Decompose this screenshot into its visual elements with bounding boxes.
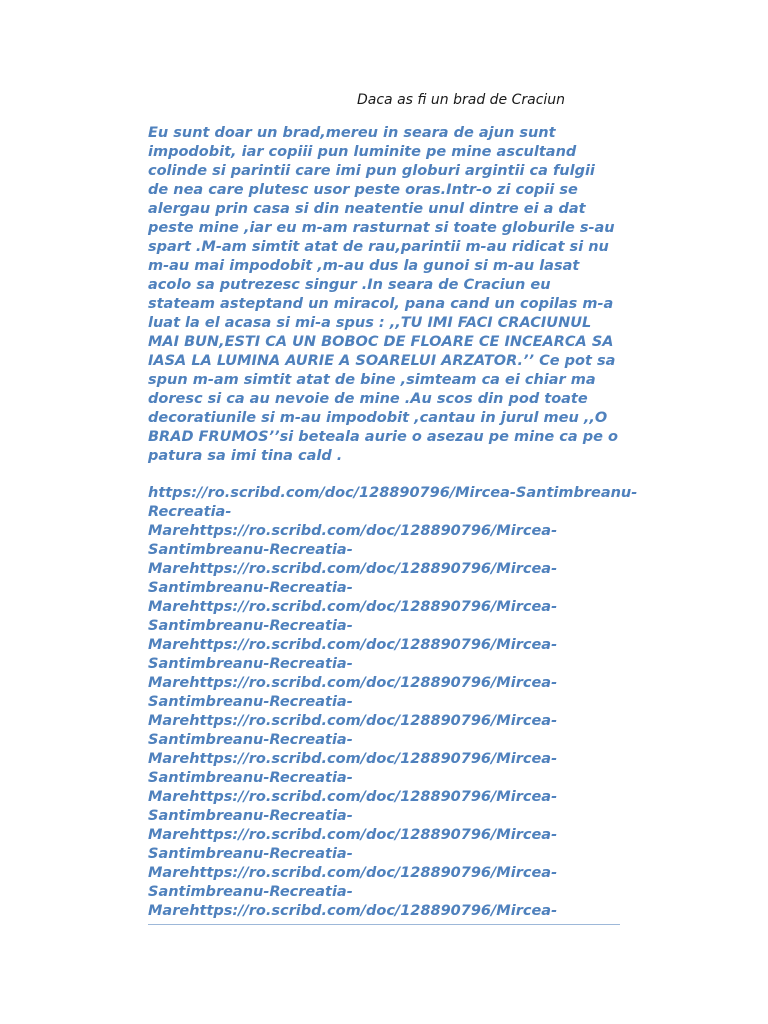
link-text[interactable]: Santimbreanu-Recreatia- [148, 694, 353, 710]
link-text[interactable]: Marehttps://ro.scribd.com/doc/128890796/Mircea- [148, 751, 558, 767]
link-text[interactable]: Marehttps://ro.scribd.com/doc/128890796/Mircea- [148, 713, 558, 729]
link-text[interactable]: Marehttps://ro.scribd.com/doc/128890796/Mircea- [148, 865, 558, 881]
link-text[interactable]: Recreatia- [148, 504, 232, 520]
document-title: Daca as fi un brad de Craciun [357, 92, 566, 108]
link-text[interactable]: Marehttps://ro.scribd.com/doc/128890796/Mircea- [148, 561, 558, 577]
link-text[interactable]: Marehttps://ro.scribd.com/doc/128890796/Mircea- [148, 599, 558, 615]
link-text[interactable]: Santimbreanu-Recreatia- [148, 580, 353, 596]
link-text[interactable]: Santimbreanu-Recreatia- [148, 732, 353, 748]
link-text[interactable]: Santimbreanu-Recreatia- [148, 884, 353, 900]
link-text[interactable]: https://ro.scribd.com/doc/128890796/Mircea-Santimbreanu- [148, 485, 638, 501]
link-text[interactable]: Santimbreanu-Recreatia- [148, 770, 353, 786]
link-text[interactable]: Santimbreanu-Recreatia- [148, 618, 353, 634]
link-text[interactable]: Marehttps://ro.scribd.com/doc/128890796/Mircea- [148, 523, 558, 539]
link-text[interactable]: Santimbreanu-Recreatia- [148, 846, 353, 862]
link-text[interactable]: Santimbreanu-Recreatia- [148, 656, 353, 672]
divider-line [148, 924, 620, 925]
link-text[interactable]: Marehttps://ro.scribd.com/doc/128890796/Mircea- [148, 903, 558, 919]
link-text[interactable]: Marehttps://ro.scribd.com/doc/128890796/Mircea- [148, 827, 558, 843]
link-text[interactable]: Santimbreanu-Recreatia- [148, 808, 353, 824]
link-text[interactable]: Marehttps://ro.scribd.com/doc/128890796/Mircea- [148, 675, 558, 691]
link-text[interactable]: Marehttps://ro.scribd.com/doc/128890796/Mircea- [148, 789, 558, 805]
link-text[interactable]: Marehttps://ro.scribd.com/doc/128890796/Mircea- [148, 637, 558, 653]
story-paragraph: Eu sunt doar un brad,mereu in seara de ajun sunt impodobit, iar copiii pun luminite pe mine ascultand colinde si parintii care imi pun globuri argintii ca fulgii de nea care plutesc usor peste oras.Intr-o zi copii se alergau prin casa si din neatentie unul dintre ei a dat peste mine ,iar eu m-am rasturnat si toate globurile s-au spart .M-am simtit atat de rau,parintii m-au ridicat si nu m-au mai impodobit ,m-au dus la gunoi si m-au lasat acolo sa putrezesc singur .In seara de Craciun eu stateam asteptand un miracol, pana cand un copilas m-a luat la el acasa si mi-a spus : ,,TU IMI FACI CRACIUNUL MAI BUN,ESTI CA UN BOBOC DE FLOARE CE INCEARCA SA IASA LA LUMINA AURIE A SOARELUI ARZATOR.’’ Ce pot sa spun m-am simtit atat de bine ,simteam ca ei chiar ma doresc si ca au nevoie de mine .Au scos din pod toate decoratiunile si m-au impodobit ,cantau in jurul meu ,,O BRAD FRUMOS’’si beteala aurie o asezau pe mine ca pe o patura sa imi tina cald . [148, 125, 618, 464]
link-list [148, 484, 638, 921]
link-text[interactable]: Santimbreanu-Recreatia- [148, 542, 353, 558]
